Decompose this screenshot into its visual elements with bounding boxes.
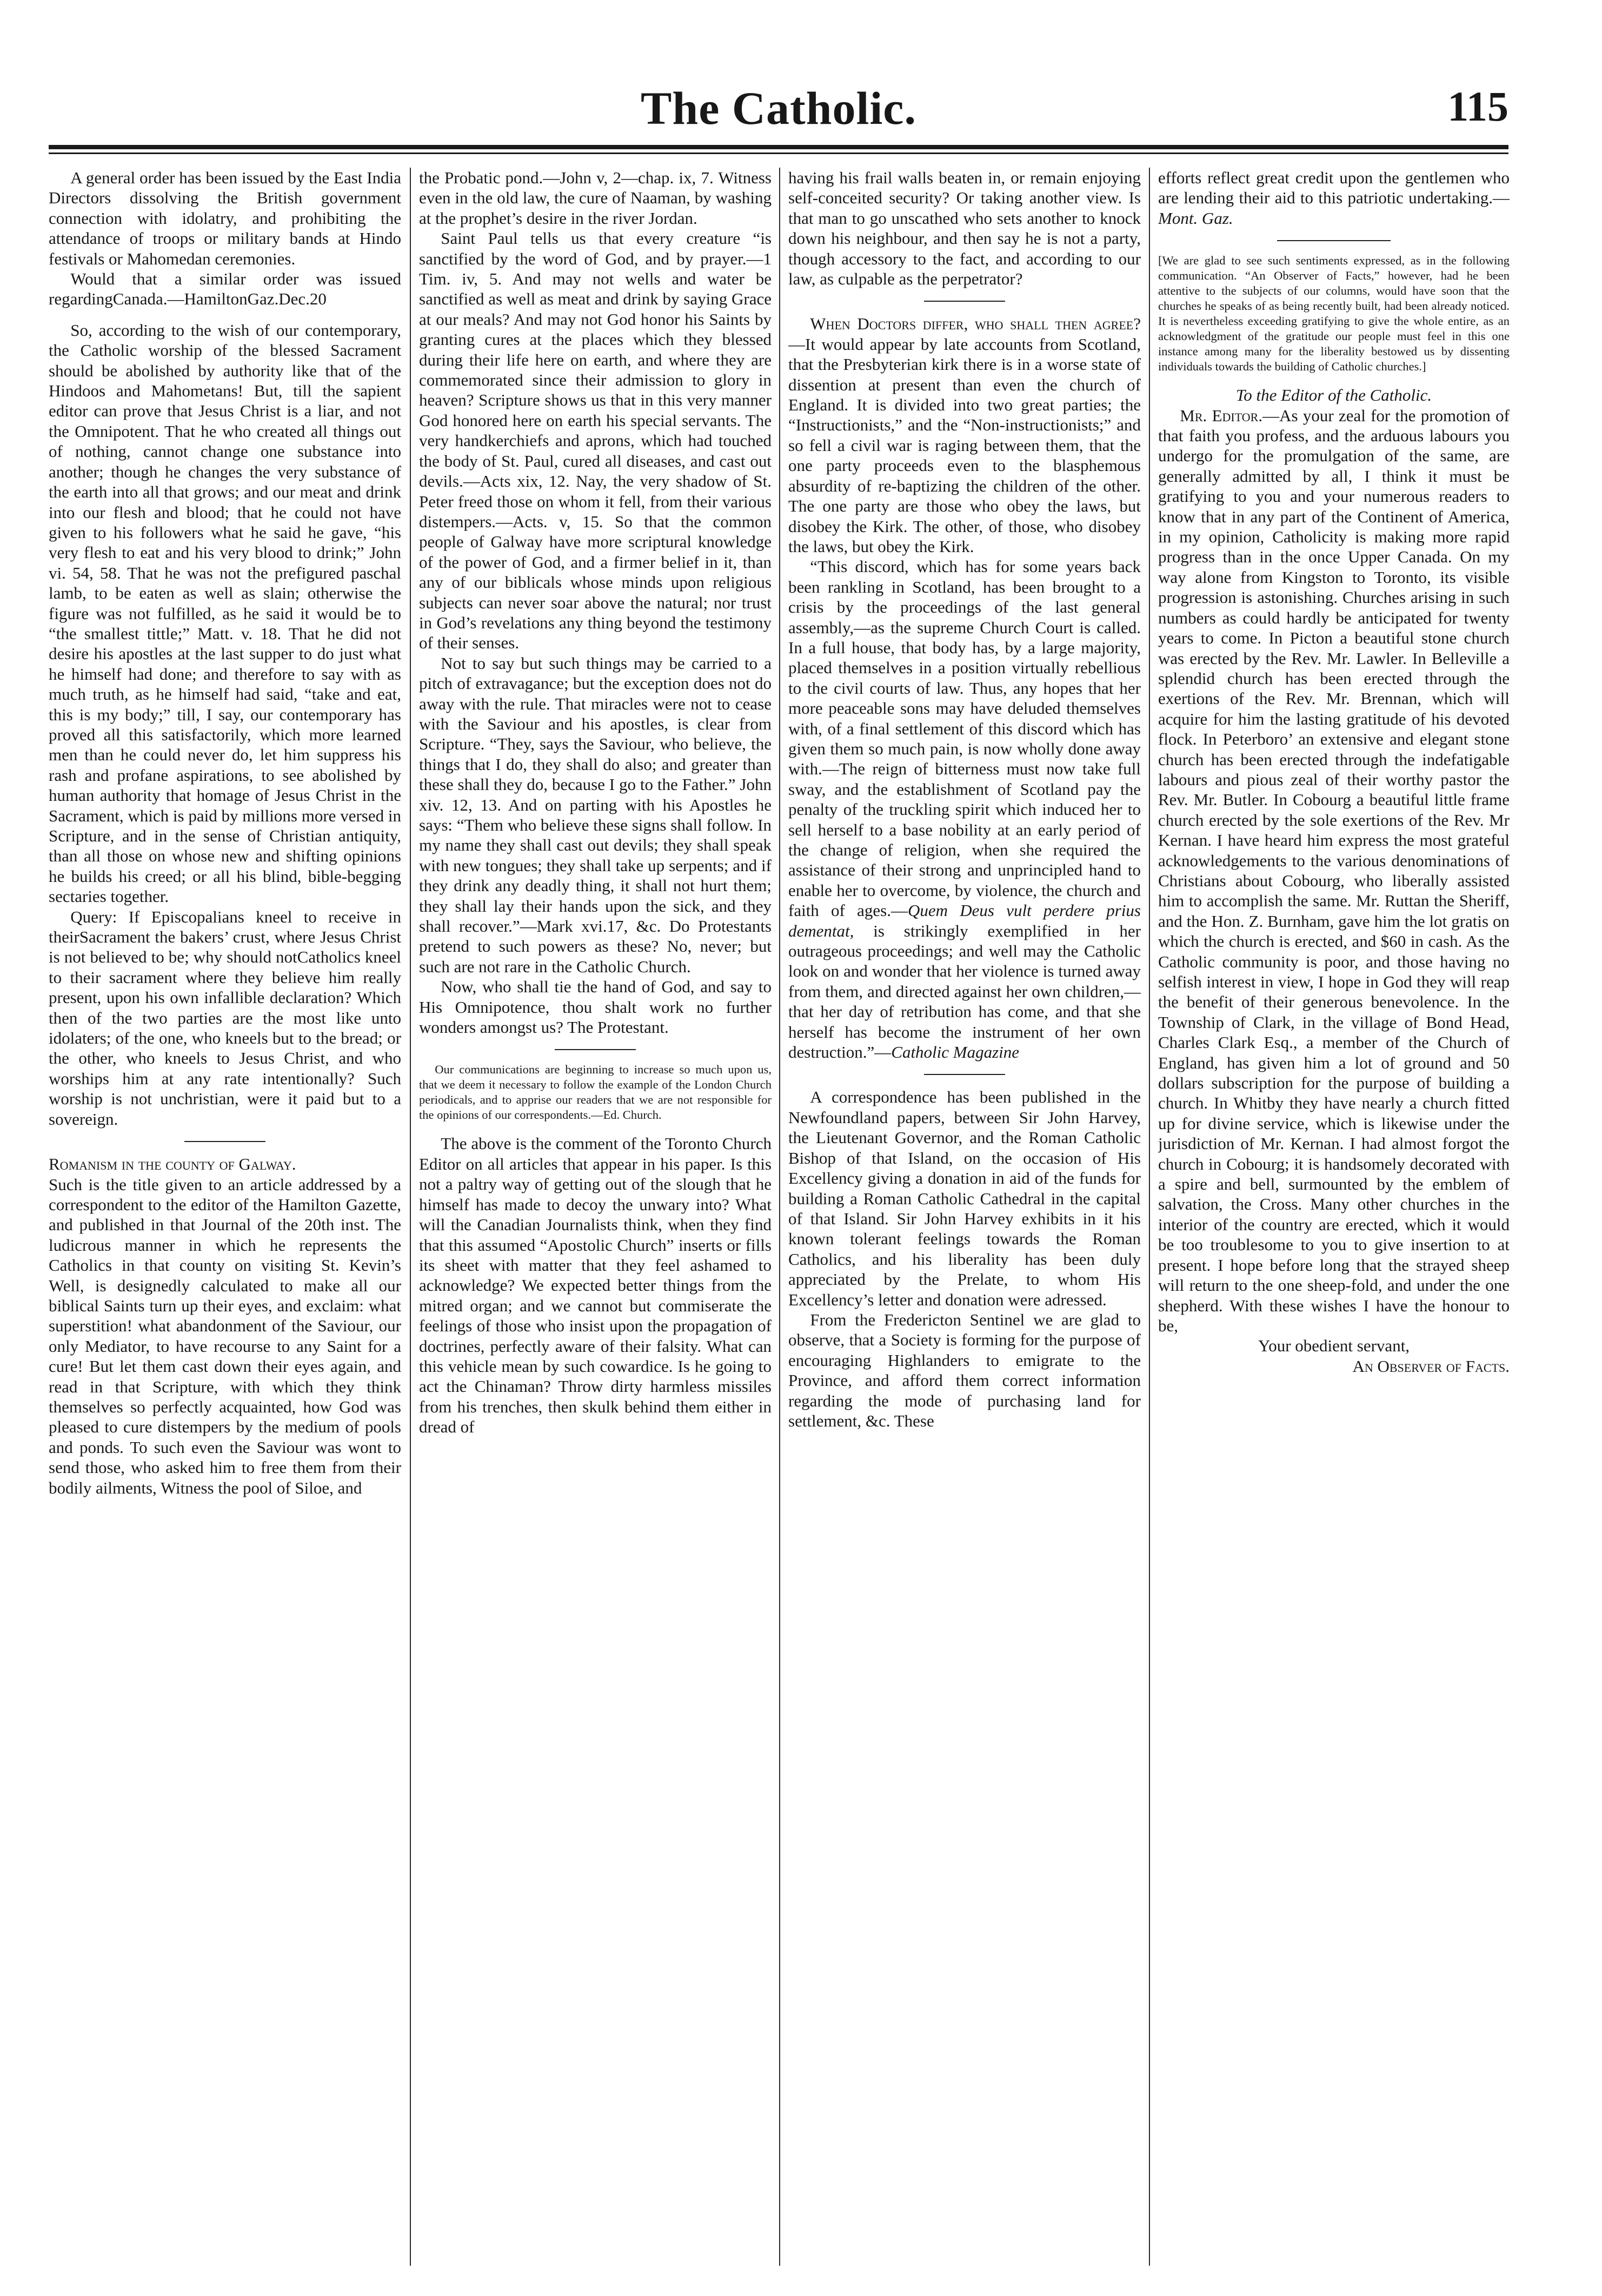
- article-miracles: Not to say but such things may be carried to a pitch of extravagance; but the exception does not do away with the rule. That miracles were not to cease with the Saviour and his apostles, is clear from Scripture. “They, says the Saviour, who believe, the things that I do, they shall do also; and greater than these shall they do, because I go to the Father.” John xiv. 12, 13. And on parting with his Apostles he says: “Them who believe these signs shall follow. In my name they shall cast out devils; they shall speak with new tongues; they shall take up serpents; and if they drink any deadly thing, it shall not hurt them; they shall lay their hands upon the sick, and they shall recover.”—Mark xvi.17, &c. Do Protestants pretend to such powers as these? No, never; but such are not rare in the Catholic Church.: [419, 653, 772, 976]
- column-divider: [1149, 168, 1150, 2266]
- article-probatic-pond: the Probatic pond.—John v, 2—chap. ix, 7. Witness even in the old law, the cure of Naaman, by washing at the prophet’s desire in the river Jordan.: [419, 168, 772, 228]
- section-rule: [184, 1141, 265, 1142]
- article-fredericton: From the Fredericton Sentinel we are glad to observe, that a Society is forming for the purpose of encouraging Highlanders to emigrate to the Province, and afford them correct information regarding the mode of purchasing land for settlement, &c. These: [788, 1310, 1141, 1430]
- article-sacrament-reply: So, according to the wish of our contemporary, the Catholic worship of the blessed Sacrament should be abolished by authority like that of the Hindoos and Mahometans! But, till the sapient editor can prove that Jesus Christ is a liar, and not the Omnipotent. That he who created all things out of nothing, cannot change one substance into another; though he changes the very substance of the earth into all that grows; and our meat and drink into our flesh and blood; that he could not have given to his followers what he said he gave, “his very flesh to eat and his very blood to drink;” John vi. 54, 58. That he was not the prefigured paschal lamb, to be eaten as well as slain; otherwise the figure was not fulfilled, as he said it would be to “the smallest tittle;” Matt. v. 18. That he did not desire his apostles at the last supper to do just what he himself had done; and therefore to say with as much truth, as he himself had said, “take and eat, this is my body;” till, I say, our contemporary has proved all this satisfactorily, which more learned men than he could never do, let him suppress his rash and profane aspirations, to see abolished by human authority that homage of Jesus Christ in the Sacrament, which is paid by millions more versed in Scripture, and in the sense of Christian antiquity, than all those on whose new and shifting opinions he builds his creed; or all his blind, bible-begging sectaries together.: [49, 320, 401, 906]
- church-editor-note: Our communications are beginning to increase so much upon us, that we deem it necessary to follow the example of the London Church periodicals, and to apprise our readers that we are not responsible for the opinions of our correspondents.—Ed. Church.: [419, 1063, 772, 1122]
- highlanders-text: efforts reflect great credit upon the gentlemen who are lending their aid to this patriotic undertaking.—: [1158, 168, 1510, 208]
- section-rule: [924, 301, 1005, 302]
- article-romanism: Such is the title given to an article addressed by a correspondent to the editor of the Hamilton Gazette, and published in that Journal of the 20th inst. The ludicrous manner in which he represents the Catholics in that county on visiting St. Kevin’s Well, is designedly calculated to make all our biblical Saints turn up their eyes, and exclaim: what superstition! what abandonment of the Saviour, our only Mediator, to have recourse to any Saint for a cure! But let them cast down their eyes again, and read in that Scripture, with which they think themselves so perfectly acquainted, how God was pleased to cure distempers by the medium of pools and ponds. To such even the Saviour was wont to send those, who asked him to free them from their bodily ailments, Witness the pool of Siloe, and: [49, 1174, 401, 1497]
- article-doctors-differ: [788, 314, 1141, 556]
- section-rule: [555, 1049, 636, 1050]
- section-rule: [1277, 240, 1391, 241]
- column-1: [49, 168, 401, 2266]
- page-title: The Catholic.: [641, 82, 916, 134]
- romanism-heading: Romanism in the county of Galway.: [49, 1154, 296, 1174]
- article-toronto-church-comment: The above is the comment of the Toronto Church Editor on all articles that appear in his paper. Is this not a paltry way of getting out of the slough that he himself has made to decoy the unwary into? What will the Canadian Journalists think, when they find that this assumed “Apostolic Church” inserts or fills its sheet with matter that they feel ashamed to acknowledge? We expected better things from the mitred organ; and we cannot but commiserate the feelings of those who insist upon the propagation of doctrines, perfectly aware of their falsity. What can this vehicle mean by such cowardice. Is he going to act the Chinaman? Throw dirty harmless missiles from his trenches, then skulk behind them either in dread of: [419, 1134, 772, 1437]
- column-divider: [779, 168, 780, 2266]
- article-saint-paul: Saint Paul tells us that every creature “is sanctified by the word of God, and by prayer.—1 Tim. iv, 5. And may not wells and water be sanctified as well as meat and drink by saying Grace at our meals? And may not God honor his Saints by granting cures at the places which they blessed during their life here on earth, and where they are commemorated since their admission to glory in heaven? Scripture shows us that in this very manner God honored here on earth his special servants. The very handkerchiefs and aprons, which had touched the body of St. Paul, cured all diseases, and cast out devils.—Acts xix, 12. Nay, the very shadow of St. Peter freed those on whom it fell, from their various distempers.—Acts. v, 15. So that the common people of Galway have more scriptural knowledge of the power of God, and a firmer belief in it, than any of our biblicals whose minds upon religious subjects can never soar above the natural; nor trust in God’s revelations any thing beyond the testimony of their senses.: [419, 229, 772, 653]
- page-number: 115: [1447, 83, 1508, 130]
- article-who-shall-tie: Now, who shall tie the hand of God, and say to His Omnipotence, thou shalt work no further wonders amongst us? The Protestant.: [419, 977, 772, 1037]
- editor-bracket-note: [We are glad to see such sentiments expressed, as in the following communication. “An Observer of Facts,” however, had he been attentive to the subjects of our columns, would have soon that the churches he speaks of as being recently built, had been already noticed. It is nevertheless exceeding gratifying to give the whole entire, as an acknowledgment of the gratitude our people must feel in this one instance among many for the liberality bestowed us by dissenting individuals towards the building of Catholic churches.]: [1158, 254, 1510, 374]
- article-continued: having his frail walls beaten in, or remain enjoying self-conceited security? Or taking another view. Is that man to go unscathed who sets another to knock down his neighbour, and then say he is not a party, though accessory to the fact, and according to our law, as culpable as the perpetrator?: [788, 168, 1141, 289]
- letter-salutation: Mr. Editor.: [1180, 406, 1263, 425]
- catholic-magazine-source: Catholic Magazine: [891, 1043, 1020, 1062]
- discord-text-end: is strikingly exemplified in her outrageous proceedings; and well may the Catholic look on and wonder that her violence is turned away from them, and directed against her own children,—that her day of retribution has come, and that she herself has become the instrument of her own destruction.”—: [788, 921, 1141, 1062]
- header-rule-thin: [49, 152, 1508, 154]
- masthead: [49, 81, 1508, 141]
- montreal-gazette-source: Mont. Gaz.: [1158, 208, 1233, 228]
- header-rule-thick: [49, 145, 1508, 149]
- article-scotland-discord: [788, 556, 1141, 1062]
- latin-quote: Quem Deus vult perdere prius dementat,: [788, 901, 1141, 940]
- column-2: [419, 168, 772, 2266]
- letter-signature: An Observer of Facts.: [1352, 1356, 1510, 1376]
- letter-body: [1158, 406, 1510, 1336]
- doctors-text: —It would appear by late accounts from Scotland, that the Presbyterian kirk there is in a worse state of dissention at present than even the church of England. It is divided into two great parties; the “Instructionists,” and the “Non-instructionists;” and so fell a civil war is raging between them, that the one party proceeds even to the blasphemous absurdity of re-baptizing the children of the other. The one party are those who obey the laws, but disobey the Kirk. The other, of those, who disobey the laws, but obey the Kirk.: [788, 334, 1141, 556]
- discord-text: “This discord, which has for some years back been rankling in Scotland, has been brought to a crisis by the proceedings of the last general assembly,—as the supreme Church Court is called. In a full house, that body has, by a large majority, placed themselves in a position virtually rebellious to the civil courts of law. Thus, any hopes that her more peaceable sons may have deluded themselves with, of a final settlement of this discord which has given them so much pain, is now wholly done away with.—The reign of bitterness must now take full sway, and the establishment of Scotland pay the penalty of the truckling spirit which induced her to sell herself to a base nobility at an early period of the change of religion, when she required the assistance of their strong and unprincipled hand to enable her to overcome, by violence, the church and faith of ages.—: [788, 557, 1141, 920]
- column-3: [788, 168, 1141, 2266]
- doctors-heading: When Doctors differ, who shall then agree?: [810, 314, 1141, 334]
- column-4: [1158, 168, 1510, 2266]
- letter-closing: Your obedient servant,: [1258, 1336, 1410, 1356]
- section-rule: [924, 1074, 1005, 1075]
- column-divider: [410, 168, 411, 2266]
- article-newfoundland: A correspondence has been published in the Newfoundland papers, between Sir John Harvey, the Lieutenant Governor, and the Roman Catholic Bishop of that Island, on the occasion of His Excellency giving a donation in aid of the funds for building a Roman Catholic Cathedral in the capital of that Island. Sir John Harvey exhibits in it his known tolerant feelings towards the Roman Catholics, and his liberality has been duly appreciated by the Prelate, to whom His Excellency’s letter and donation were adressed.: [788, 1087, 1141, 1309]
- article-quote-hamilton: Would that a similar order was issued regardingCanada.—HamiltonGaz.Dec.20: [49, 269, 401, 309]
- letter-heading: To the Editor of the Catholic.: [1235, 386, 1432, 405]
- article-east-india-order: A general order has been issued by the East India Directors dissolving the British government connection with idolatry, and prohibiting the attendance of troops or military bands at Hindo festivals or Mahomedan ceremonies.: [49, 168, 401, 268]
- letter-text: —As your zeal for the promotion of that faith you profess, and the arduous labours you undergo for the promulgation of the same, are generally admitted by all, I think it must be gratifying to you and your numerous readers to know that in any part of the Continent of America, in my opinion, Catholicity is making more rapid progress than in the once Upper Canada. On my way alone from Kingston to Toronto, its visible progression is astonishing. Churches arising in such numbers as could hardly be anticipated for twenty years to come. In Picton a beautiful stone church was erected by the Rev. Mr. Lawler. In Belleville a splendid church has been erected through the exertions of the Rev. Mr. Brennan, which will acquire for him the lasting gratitude of his devoted flock. In Peterboro’ an extensive and elegant stone church has been erected through the indefatigable labours and pious zeal of their worthy pastor the Rev. Mr. Butler. In Cobourg a beautiful little frame church erected by the sole exertions of the Rev. Mr Kernan. I have heard him express the most grateful acknowledgements to the various denominations of Christians about Cobourg, who liberally assisted him to accomplish the same. Mr. Ruttan the Sheriff, and the Hon. Z. Burnham, gave him the lot gratis on which the church is erected, and $60 in cash. As the Catholic community is poor, and those having no selfish interest in view, I hope in God they will reap the benefit of their generous benevolence. In the Township of Clark, in the village of Bond Head, Charles Clark Esq., a member of the Church of England, has given him a lot of ground and 50 dollars subscription for the purpose of building a church. In Whitby they have nearly a church fitted up for divine service, which is likewise under the jurisdiction of Mr. Kernan. I had almost forgot the church in Cobourg; it is handsomely decorated with a spire and bell, surmounted by the emblem of salvation, the Cross. Many other churches in the interior of the country are erected, which it would be too troublesome to you to give insertion to at present. I hope before long that the strayed sheep will return to the one sheep-fold, and under the one shepherd. With these wishes I have the honour to be,: [1158, 406, 1510, 1335]
- article-query: Query: If Episcopalians kneel to receive in theirSacrament the bakers’ crust, where Jesus Christ is not believed to be; why should notCatholics kneel to their sacrament where they believe him really present, upon his own infallible declaration? Which then of the two parties are the most like unto idolaters; of the one, who kneels but to the bread; or the other, who kneels to Jesus Christ, and who worships him at any rate intentionally? Such worship is not unchristian, were it paid but to a sovereign.: [49, 907, 401, 1129]
